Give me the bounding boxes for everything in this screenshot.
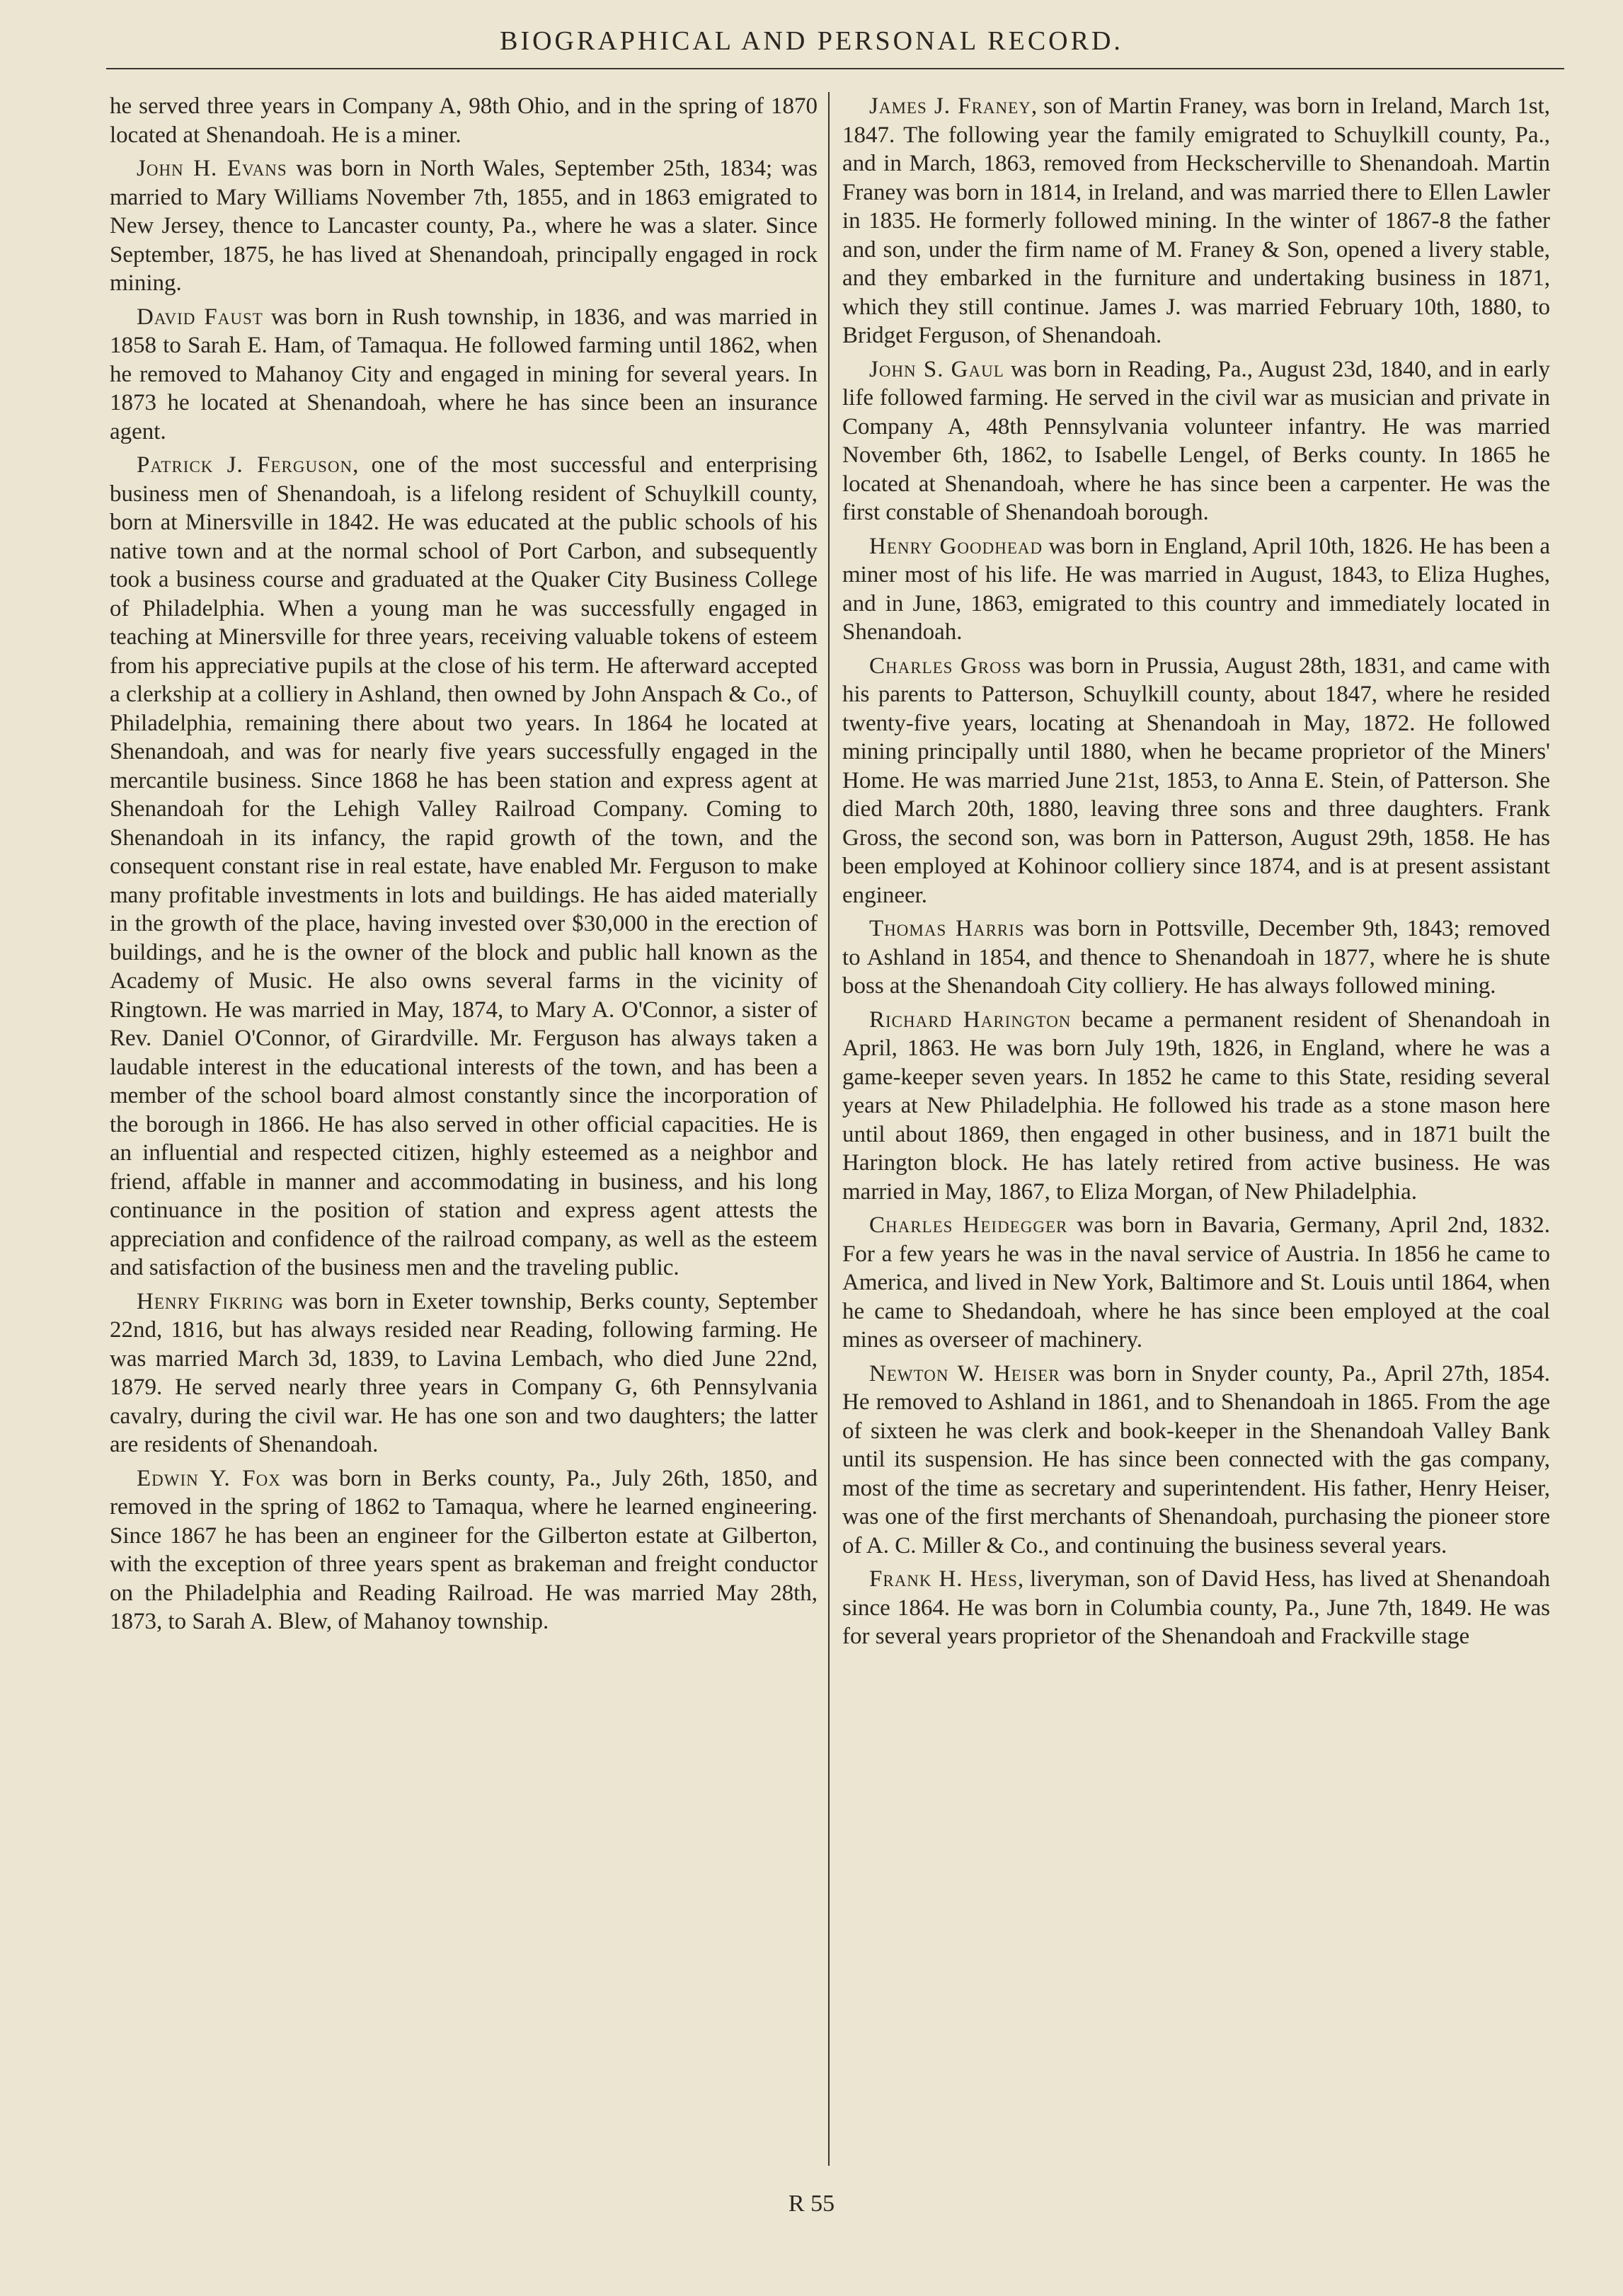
page-header: BIOGRAPHICAL AND PERSONAL RECORD. <box>500 26 1123 56</box>
entry-paragraph <box>842 652 1550 910</box>
column-divider <box>828 92 830 2166</box>
entry-name: Charles Heidegger <box>869 1212 1068 1238</box>
entry-paragraph <box>842 914 1550 1001</box>
entry-text: was born in Berks county, Pa., July 26th, 1850, and removed in the spring of 1862 to Tamaqua, where he learned engineering. Since 1867 he has been an engineer for the Gilberton estate at Gilberton, with the exception of three years spent as brakeman and freight conductor on the Philadelphia and Reading Railroad. He was married May 28th, 1873, to Sarah A. Blew, of Mahanoy township. <box>110 1465 818 1634</box>
entry-text: was born in North Wales, September 25th, 1834; was married to Mary Williams November 7th, 1855, and in 1863 emigrated to New Jersey, thence to Lancaster county, Pa., where he was a slater. Since September, 1875, he has lived at Shenandoah, principally engaged in rock mining. <box>110 156 818 296</box>
entry-paragraph <box>110 1287 818 1459</box>
entry-text: was born in Pottsville, December 9th, 1843; removed to Ashland in 1854, and thence to Shenandoah in 1877, where he is shute boss at the Shenandoah City colliery. He has always followed mining. <box>842 916 1550 999</box>
entry-name: David Faust <box>137 304 263 330</box>
entry-name: Henry Goodhead <box>869 533 1043 559</box>
entry-paragraph <box>110 154 818 298</box>
right-column <box>842 92 1550 1656</box>
entry-name: Richard Harington <box>869 1006 1072 1033</box>
entry-text: was born in Prussia, August 28th, 1831, and came with his parents to Patterson, Schuylkill county, about 1847, where he resided twenty-five years, locating at Shenandoah in May, 1872. He followed mining principally until 1880, when he became proprietor of the Miners' Home. He was married June 21st, 1853, to Anna E. Stein, of Patterson. She died March 20th, 1880, leaving three sons and three daughters. Frank Gross, the second son, was born in Patterson, August 29th, 1858. He has been employed at Kohinoor colliery since 1874, and is at present assistant engineer. <box>842 653 1550 908</box>
header-rule <box>106 68 1564 69</box>
entry-text: was born in England, April 10th, 1826. He has been a miner most of his life. He was married in August, 1843, to Eliza Hughes, and in June, 1863, emigrated to this country and immediately located in Shenandoah. <box>842 533 1550 645</box>
page-number: R 55 <box>788 2191 835 2217</box>
entry-paragraph <box>110 303 818 447</box>
entry-paragraph <box>842 532 1550 647</box>
entry-text: , one of the most successful and enterprising business men of Shenandoah, is a lifelong resident of Schuylkill county, born at Minersville in 1842. He was educated at the public schools of his native town and at the normal school of Port Carbon, and subsequently took a business course and graduated at the Quaker City Business College of Philadelphia. When a young man he was successfully engaged in teaching at Minersville for three years, receiving valuable tokens of esteem from his appreciative pupils at the close of his term. He afterward accepted a clerkship at a colliery in Ashland, then owned by John Anspach & Co., of Philadelphia, remaining there about two years. In 1864 he located at Shenandoah, and was for nearly five years successfully engaged in the mercantile business. Since 1868 he has been station and express agent at Shenandoah for the Lehigh Valley Railroad Company. Coming to Shenandoah in its infancy, the rapid growth of the town, and the consequent constant rise in real estate, have enabled Mr. Ferguson to make many profitable investments in lots and buildings. He has aided materially in the growth of the place, having invested over $30,000 in the erection of buildings, and he is the owner of the block and public hall known as the Academy of Music. He also owns several farms in the vicinity of Ringtown. He was married in May, 1874, to Mary A. O'Connor, a sister of Rev. Daniel O'Connor, of Girardville. Mr. Ferguson has always taken a laudable interest in the educational interests of the town, and has been a member of the school board almost constantly since the incorporation of the borough in 1866. He has also served in other official capacities. He is an influential and respected citizen, highly esteemed as a neighbor and friend, affable in manner and accommodating in business, and his long continuance in the position of station and express agent attests the appreciation and confidence of the railroad company, as well as the esteem and satisfaction of the business men and the traveling public. <box>110 452 818 1280</box>
entry-paragraph <box>842 92 1550 350</box>
entry-paragraph <box>842 1360 1550 1561</box>
left-column <box>110 92 818 1641</box>
entry-name: John S. Gaul <box>869 356 1004 382</box>
entry-name: Frank H. Hess <box>869 1566 1018 1592</box>
entry-name: John H. Evans <box>137 156 287 181</box>
entry-text: , son of Martin Franey, was born in Ireland, March 1st, 1847. The following year the family emigrated to Schuylkill county, Pa., and in March, 1863, removed from Heckscherville to Shenandoah. Martin Franey was born in 1814, in Ireland, and was married there to Ellen Lawler in 1835. He formerly followed mining. In the winter of 1867-8 the father and son, under the firm name of M. Franey & Son, opened a livery stable, and they embarked in the furniture and undertaking business in 1871, which they still continue. James J. was married February 10th, 1880, to Bridget Ferguson, of Shenandoah. <box>842 93 1550 348</box>
entry-name: Charles Gross <box>869 653 1022 679</box>
entry-text: was born in Bavaria, Germany, April 2nd, 1832. For a few years he was in the naval service of Austria. In 1856 he came to America, and lived in New York, Baltimore and St. Louis until 1864, when he came to Shedandoah, where he has since been employed at the coal mines as overseer of machinery. <box>842 1212 1550 1353</box>
entry-name: Patrick J. Ferguson <box>137 452 353 478</box>
entry-name: James J. Franey <box>869 93 1031 119</box>
entry-paragraph <box>842 355 1550 527</box>
entry-text: was born in Snyder county, Pa., April 27th, 1854. He removed to Ashland in 1861, and to Shenandoah in 1865. From the age of sixteen he was clerk and book-keeper in the Shenandoah Valley Bank until its suspension. He has since been connected with the gas company, most of the time as secretary and superintendent. His father, Henry Heiser, was one of the first merchants of Shenandoah, purchasing the pioneer store of A. C. Miller & Co., and continuing the business several years. <box>842 1360 1550 1559</box>
entry-name: Edwin Y. Fox <box>137 1465 281 1491</box>
entry-text: became a permanent resident of Shenandoah in April, 1863. He was born July 19th, 1826, in England, where he was a game-keeper seven years. In 1852 he came to this State, residing several years at New Philadelphia. He followed his trade as a stone mason here until about 1869, then engaged in other business, and in 1871 built the Harington block. He has lately retired from active business. He was married in May, 1867, to Eliza Morgan, of New Philadelphia. <box>842 1006 1550 1205</box>
entry-paragraph <box>110 1464 818 1636</box>
entry-text: was born in Exeter township, Berks county, September 22nd, 1816, but has always resided near Reading, following farming. He was married March 3d, 1839, to Lavina Lembach, who died June 22nd, 1879. He served nearly three years in Company G, 6th Pennsylvania cavalry, during the civil war. He has one son and two daughters; the latter are residents of Shenandoah. <box>110 1288 818 1457</box>
entry-paragraph <box>842 1565 1550 1651</box>
entry-name: Thomas Harris <box>869 916 1025 941</box>
entry-paragraph <box>842 1211 1550 1355</box>
entry-name: Henry Fikring <box>137 1288 284 1314</box>
entry-text: was born in Reading, Pa., August 23d, 1840, and in early life followed farming. He served in the civil war as musician and private in Company A, 48th Pennsylvania volunteer infantry. He was married November 6th, 1862, to Isabelle Lengel, of Berks county. In 1865 he located at Shenandoah, where he has since been a carpenter. He was the first constable of Shenandoah borough. <box>842 356 1550 525</box>
entry-text: , liveryman, son of David Hess, has lived at Shenandoah since 1864. He was born in Columbia county, Pa., June 7th, 1849. He was for several years proprietor of the Shenandoah and Frackville stage <box>842 1566 1550 1649</box>
entry-text: was born in Rush township, in 1836, and was married in 1858 to Sarah E. Ham, of Tamaqua. He followed farming until 1862, when he removed to Mahanoy City and engaged in mining for several years. In 1873 he located at Shenandoah, where he has since been an insurance agent. <box>110 304 818 444</box>
entry-text: he served three years in Company A, 98th Ohio, and in the spring of 1870 located at Shenandoah. He is a miner. <box>110 93 818 148</box>
entry-paragraph <box>110 92 818 149</box>
entry-paragraph <box>110 451 818 1282</box>
entry-paragraph <box>842 1006 1550 1207</box>
entry-name: Newton W. Heiser <box>869 1360 1060 1387</box>
